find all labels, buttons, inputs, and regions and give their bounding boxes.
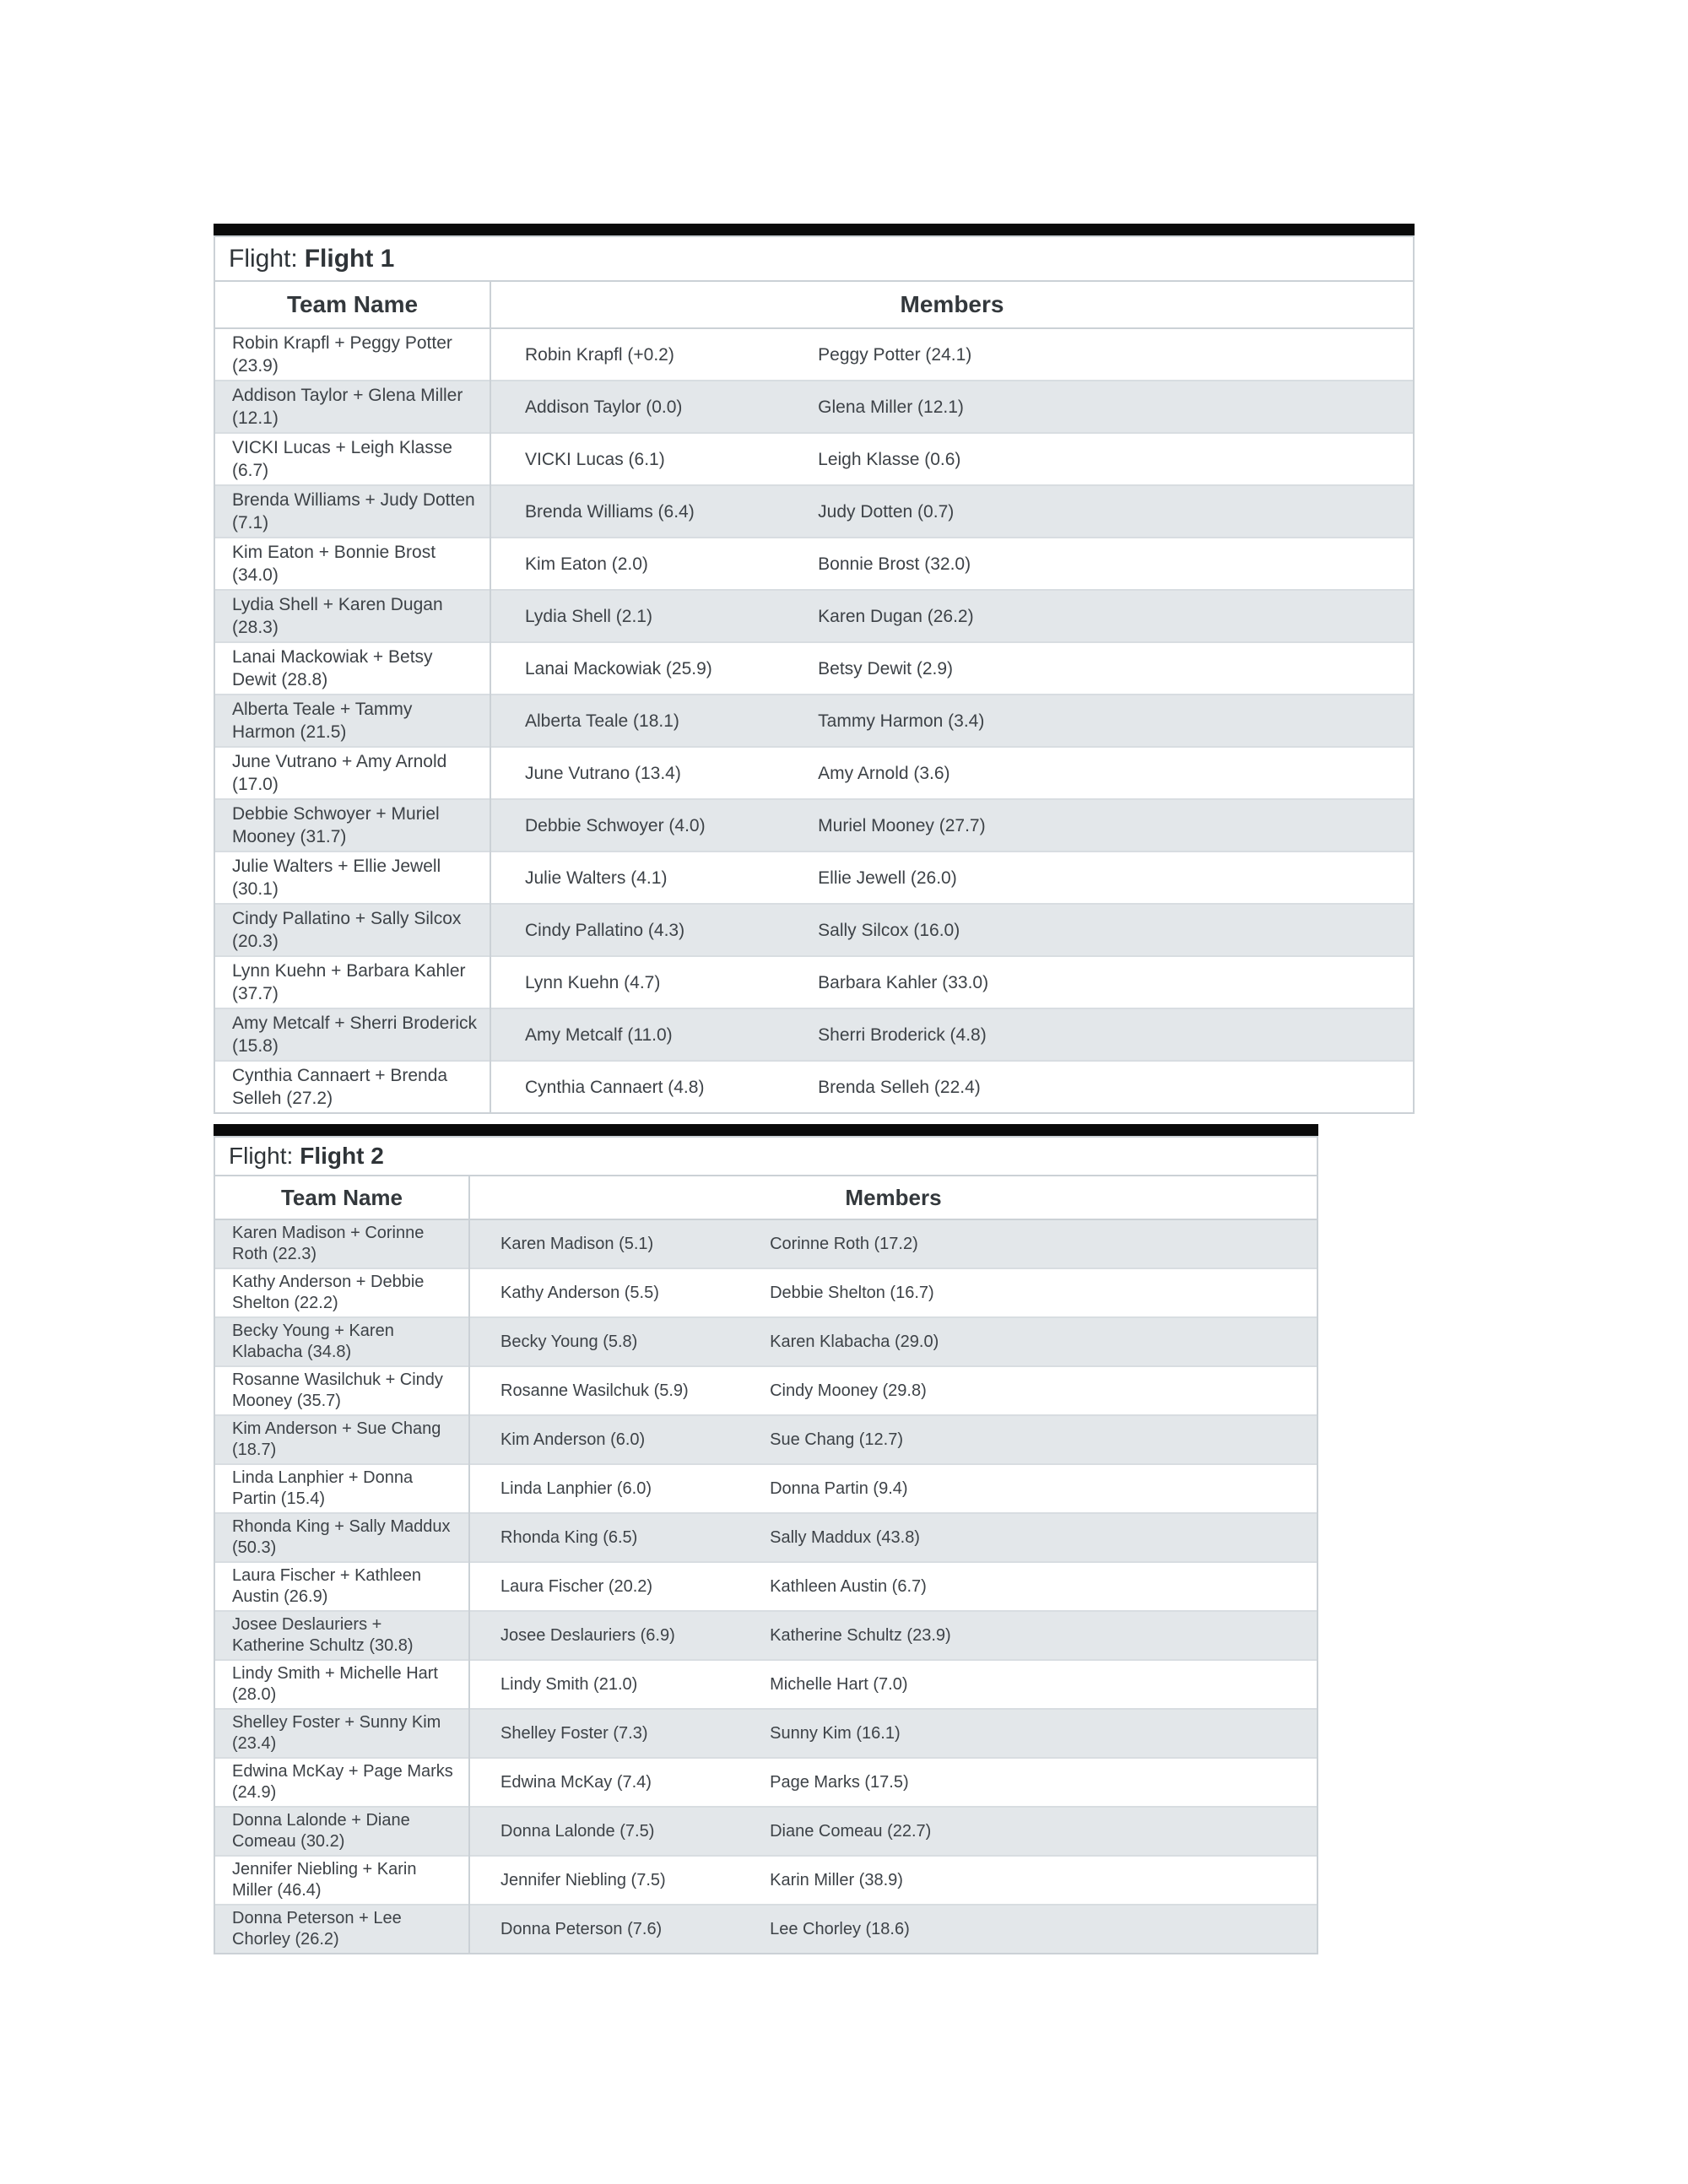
member-2: Sunny Kim (16.1) <box>770 1723 901 1743</box>
member-1: Debbie Schwoyer (4.0) <box>525 815 706 835</box>
members-cell <box>490 642 1413 695</box>
member-2: Cindy Mooney (29.8) <box>770 1381 927 1400</box>
flight-title-label: Flight: <box>229 244 298 273</box>
member-2: Peggy Potter (24.1) <box>818 344 972 365</box>
members-cell <box>469 1464 1317 1513</box>
member-2: Barbara Kahler (33.0) <box>818 972 989 992</box>
member-1: Alberta Teale (18.1) <box>525 711 679 731</box>
member-2: Sherri Broderick (4.8) <box>818 1024 987 1045</box>
member-1: Rosanne Wasilchuk (5.9) <box>500 1381 689 1400</box>
team-name-cell: Cindy Pallatino + Sally Silcox (20.3) <box>215 904 490 956</box>
member-1: Lydia Shell (2.1) <box>525 606 652 626</box>
members-cell <box>469 1807 1317 1856</box>
table-row <box>215 433 1413 485</box>
members-inner <box>491 448 1413 471</box>
members-inner <box>470 1625 1317 1646</box>
member-2: Glena Miller (12.1) <box>818 397 964 417</box>
team-name-cell: Cynthia Cannaert + Brenda Selleh (27.2) <box>215 1061 490 1112</box>
members-inner <box>470 1919 1317 1940</box>
column-header-team: Team Name <box>215 1176 469 1219</box>
flight-2-table <box>215 1176 1317 1953</box>
member-2: Tammy Harmon (3.4) <box>818 711 985 731</box>
member-1: Shelley Foster (7.3) <box>500 1723 648 1743</box>
member-1: Julie Walters (4.1) <box>525 868 668 888</box>
members-cell <box>490 590 1413 642</box>
flight-title-value: Flight 2 <box>300 1143 384 1169</box>
flight-2-title <box>215 1138 1317 1176</box>
members-inner <box>470 1479 1317 1500</box>
members-cell <box>490 695 1413 747</box>
members-inner <box>491 762 1413 785</box>
member-2: Leigh Klasse (0.6) <box>818 449 961 469</box>
members-inner <box>491 867 1413 889</box>
member-2: Karen Klabacha (29.0) <box>770 1332 939 1351</box>
member-1: Kathy Anderson (5.5) <box>500 1283 659 1302</box>
member-1: Karen Madison (5.1) <box>500 1234 654 1253</box>
member-2: Betsy Dewit (2.9) <box>818 658 954 678</box>
member-1: Rhonda King (6.5) <box>500 1527 638 1547</box>
table-row <box>215 1709 1317 1758</box>
flight-1-panel <box>214 235 1415 1114</box>
member-1: Lanai Mackowiak (25.9) <box>525 658 712 678</box>
members-cell <box>490 328 1413 381</box>
team-name-cell: Robin Krapfl + Peggy Potter (23.9) <box>215 328 490 381</box>
flight-2-header-bar <box>214 1124 1318 1136</box>
member-1: Kim Anderson (6.0) <box>500 1430 646 1449</box>
members-inner <box>470 1772 1317 1793</box>
members-inner <box>491 814 1413 837</box>
flight-1-rows <box>215 328 1413 1112</box>
member-2: Ellie Jewell (26.0) <box>818 868 957 888</box>
team-name-cell: Becky Young + Karen Klabacha (34.8) <box>215 1317 469 1366</box>
flight-1-header-bar <box>214 224 1415 235</box>
member-1: Lindy Smith (21.0) <box>500 1674 638 1694</box>
members-inner <box>491 657 1413 680</box>
team-name-cell: Lindy Smith + Michelle Hart (28.0) <box>215 1660 469 1709</box>
team-name-cell: Donna Lalonde + Diane Comeau (30.2) <box>215 1807 469 1856</box>
table-row <box>215 747 1413 799</box>
member-2: Brenda Selleh (22.4) <box>818 1077 981 1097</box>
members-cell <box>490 538 1413 590</box>
team-name-cell: Amy Metcalf + Sherri Broderick (15.8) <box>215 1008 490 1061</box>
team-name-cell: Kim Eaton + Bonnie Brost (34.0) <box>215 538 490 590</box>
members-cell <box>469 1660 1317 1709</box>
table-row <box>215 642 1413 695</box>
member-2: Katherine Schultz (23.9) <box>770 1625 951 1645</box>
members-cell <box>490 433 1413 485</box>
member-1: Brenda Williams (6.4) <box>525 501 695 522</box>
table-row <box>215 1366 1317 1415</box>
table-row <box>215 1660 1317 1709</box>
members-inner <box>491 710 1413 733</box>
flight-1-title <box>215 237 1413 282</box>
members-cell <box>469 1219 1317 1268</box>
members-cell <box>469 1415 1317 1464</box>
flight-2-rows <box>215 1219 1317 1953</box>
table-row <box>215 904 1413 956</box>
members-cell <box>490 904 1413 956</box>
table-row <box>215 1856 1317 1905</box>
member-2: Page Marks (17.5) <box>770 1772 909 1792</box>
member-2: Debbie Shelton (16.7) <box>770 1283 934 1302</box>
flight-2-section <box>214 1124 1318 1954</box>
members-inner <box>491 500 1413 523</box>
table-row <box>215 485 1413 538</box>
members-cell <box>469 1268 1317 1317</box>
member-1: June Vutrano (13.4) <box>525 763 681 783</box>
member-2: Sally Silcox (16.0) <box>818 920 960 940</box>
team-name-cell: Laura Fischer + Kathleen Austin (26.9) <box>215 1562 469 1611</box>
members-cell <box>469 1366 1317 1415</box>
team-name-cell: Lanai Mackowiak + Betsy Dewit (28.8) <box>215 642 490 695</box>
member-2: Donna Partin (9.4) <box>770 1479 908 1498</box>
members-inner <box>491 343 1413 366</box>
table-row <box>215 956 1413 1008</box>
members-cell <box>469 1317 1317 1366</box>
team-name-cell: Julie Walters + Ellie Jewell (30.1) <box>215 851 490 904</box>
member-2: Sue Chang (12.7) <box>770 1430 903 1449</box>
team-name-cell: Rosanne Wasilchuk + Cindy Mooney (35.7) <box>215 1366 469 1415</box>
team-name-cell: June Vutrano + Amy Arnold (17.0) <box>215 747 490 799</box>
members-cell <box>469 1709 1317 1758</box>
table-row <box>215 538 1413 590</box>
table-row <box>215 1562 1317 1611</box>
member-2: Judy Dotten (0.7) <box>818 501 955 522</box>
team-name-cell: Kim Anderson + Sue Chang (18.7) <box>215 1415 469 1464</box>
members-cell <box>490 747 1413 799</box>
team-name-cell: Brenda Williams + Judy Dotten (7.1) <box>215 485 490 538</box>
flight-1-section <box>214 224 1415 1114</box>
flight-2-panel <box>214 1136 1318 1954</box>
members-cell <box>490 799 1413 851</box>
members-inner <box>491 919 1413 942</box>
flight-1-table <box>215 282 1413 1112</box>
members-inner <box>470 1870 1317 1891</box>
column-header-members: Members <box>490 282 1413 328</box>
table-row <box>215 1611 1317 1660</box>
member-1: Robin Krapfl (+0.2) <box>525 344 674 365</box>
members-inner <box>470 1430 1317 1451</box>
table-row <box>215 1513 1317 1562</box>
flight-title-label: Flight: <box>229 1143 294 1169</box>
members-inner <box>470 1723 1317 1744</box>
team-name-cell: Jennifer Niebling + Karin Miller (46.4) <box>215 1856 469 1905</box>
members-cell <box>469 1758 1317 1807</box>
member-2: Sally Maddux (43.8) <box>770 1527 920 1547</box>
table-row <box>215 1415 1317 1464</box>
members-inner <box>470 1527 1317 1549</box>
table-row <box>215 328 1413 381</box>
member-1: VICKI Lucas (6.1) <box>525 449 665 469</box>
member-1: Lynn Kuehn (4.7) <box>525 972 661 992</box>
table-row <box>215 1905 1317 1953</box>
members-inner <box>470 1381 1317 1402</box>
members-cell <box>490 485 1413 538</box>
table-row <box>215 1317 1317 1366</box>
members-cell <box>469 1905 1317 1953</box>
member-1: Addison Taylor (0.0) <box>525 397 683 417</box>
member-2: Bonnie Brost (32.0) <box>818 554 971 574</box>
members-cell <box>490 851 1413 904</box>
column-header-row <box>215 1176 1317 1219</box>
table-row <box>215 1061 1413 1112</box>
team-name-cell: Rhonda King + Sally Maddux (50.3) <box>215 1513 469 1562</box>
member-1: Laura Fischer (20.2) <box>500 1576 653 1596</box>
column-header-team: Team Name <box>215 282 490 328</box>
members-inner <box>470 1576 1317 1597</box>
members-inner <box>491 396 1413 419</box>
member-2: Lee Chorley (18.6) <box>770 1919 910 1938</box>
members-cell <box>490 1061 1413 1112</box>
column-header-members: Members <box>469 1176 1317 1219</box>
member-2: Corinne Roth (17.2) <box>770 1234 918 1253</box>
members-cell <box>469 1562 1317 1611</box>
members-inner <box>491 971 1413 994</box>
team-name-cell: Debbie Schwoyer + Muriel Mooney (31.7) <box>215 799 490 851</box>
member-1: Cynthia Cannaert (4.8) <box>525 1077 705 1097</box>
team-name-cell: Addison Taylor + Glena Miller (12.1) <box>215 381 490 433</box>
member-1: Cindy Pallatino (4.3) <box>525 920 685 940</box>
member-2: Karen Dugan (26.2) <box>818 606 974 626</box>
member-2: Kathleen Austin (6.7) <box>770 1576 927 1596</box>
members-inner <box>491 1076 1413 1099</box>
member-1: Becky Young (5.8) <box>500 1332 638 1351</box>
member-1: Edwina McKay (7.4) <box>500 1772 652 1792</box>
table-row <box>215 1758 1317 1807</box>
table-row <box>215 851 1413 904</box>
member-2: Michelle Hart (7.0) <box>770 1674 908 1694</box>
members-inner <box>491 553 1413 576</box>
team-name-cell: Josee Deslauriers + Katherine Schultz (30.8) <box>215 1611 469 1660</box>
members-inner <box>470 1283 1317 1304</box>
members-cell <box>490 956 1413 1008</box>
members-inner <box>470 1332 1317 1353</box>
member-1: Amy Metcalf (11.0) <box>525 1024 673 1045</box>
members-cell <box>469 1856 1317 1905</box>
table-row <box>215 1807 1317 1856</box>
team-name-cell: Alberta Teale + Tammy Harmon (21.5) <box>215 695 490 747</box>
member-1: Donna Lalonde (7.5) <box>500 1821 655 1841</box>
team-name-cell: Lynn Kuehn + Barbara Kahler (37.7) <box>215 956 490 1008</box>
table-row <box>215 1219 1317 1268</box>
table-row <box>215 695 1413 747</box>
team-name-cell: Edwina McKay + Page Marks (24.9) <box>215 1758 469 1807</box>
flight-title-value: Flight 1 <box>304 244 395 273</box>
team-name-cell: Karen Madison + Corinne Roth (22.3) <box>215 1219 469 1268</box>
members-inner <box>491 605 1413 628</box>
member-1: Linda Lanphier (6.0) <box>500 1479 652 1498</box>
team-name-cell: Shelley Foster + Sunny Kim (23.4) <box>215 1709 469 1758</box>
team-name-cell: Lydia Shell + Karen Dugan (28.3) <box>215 590 490 642</box>
members-cell <box>469 1513 1317 1562</box>
member-2: Muriel Mooney (27.7) <box>818 815 986 835</box>
member-1: Kim Eaton (2.0) <box>525 554 648 574</box>
member-2: Karin Miller (38.9) <box>770 1870 903 1889</box>
members-cell <box>490 1008 1413 1061</box>
table-row <box>215 590 1413 642</box>
table-row <box>215 1008 1413 1061</box>
table-row <box>215 1464 1317 1513</box>
member-2: Diane Comeau (22.7) <box>770 1821 932 1841</box>
members-cell <box>490 381 1413 433</box>
team-name-cell: Linda Lanphier + Donna Partin (15.4) <box>215 1464 469 1513</box>
table-row <box>215 1268 1317 1317</box>
team-name-cell: VICKI Lucas + Leigh Klasse (6.7) <box>215 433 490 485</box>
members-inner <box>470 1674 1317 1695</box>
team-name-cell: Donna Peterson + Lee Chorley (26.2) <box>215 1905 469 1953</box>
table-row <box>215 799 1413 851</box>
members-inner <box>470 1821 1317 1842</box>
members-inner <box>470 1234 1317 1255</box>
table-row <box>215 381 1413 433</box>
team-name-cell: Kathy Anderson + Debbie Shelton (22.2) <box>215 1268 469 1317</box>
member-1: Jennifer Niebling (7.5) <box>500 1870 666 1889</box>
member-1: Josee Deslauriers (6.9) <box>500 1625 675 1645</box>
member-1: Donna Peterson (7.6) <box>500 1919 663 1938</box>
members-inner <box>491 1024 1413 1046</box>
column-header-row <box>215 282 1413 328</box>
member-2: Amy Arnold (3.6) <box>818 763 950 783</box>
members-cell <box>469 1611 1317 1660</box>
